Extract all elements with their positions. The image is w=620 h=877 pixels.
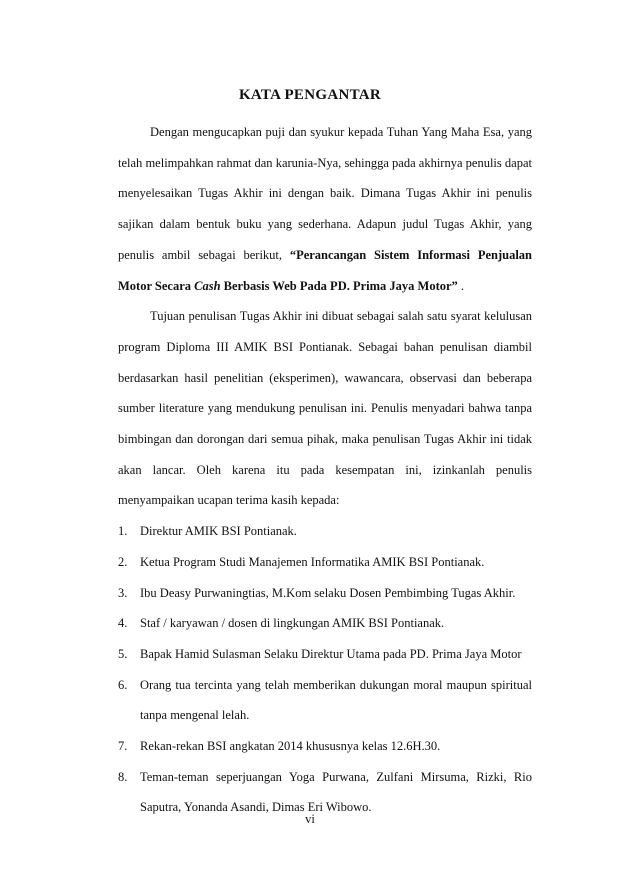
- list-item: [118, 639, 532, 670]
- thanks-list: [118, 516, 532, 823]
- list-text: Teman-teman seperjuangan Yoga Purwana, Zulfani Mirsuma, Rizki, Rio Saputra, Yonanda Asandi, Dimas Eri Wibowo.: [140, 769, 532, 815]
- document-body: [118, 117, 532, 823]
- list-text: Staf / karyawan / dosen di lingkungan AMIK BSI Pontianak.: [140, 616, 445, 631]
- list-text: Bapak Hamid Sulasman Selaku Direktur Utama pada PD. Prima Jaya Motor: [140, 646, 522, 661]
- list-number: 1.: [118, 524, 128, 539]
- list-item: [118, 547, 532, 578]
- list-number: 5.: [118, 646, 128, 661]
- page-title: KATA PENGANTAR: [238, 87, 382, 103]
- list-number: 2.: [118, 554, 128, 569]
- list-text: Rekan-rekan BSI angkatan 2014 khususnya kelas 12.6H.30.: [140, 739, 441, 754]
- list-number: 8.: [118, 769, 128, 784]
- list-item: [118, 670, 532, 731]
- thesis-title-part-b: Berbasis Web Pada PD. Prima Jaya Motor: [220, 278, 452, 293]
- list-text: Orang tua tercinta yang telah memberikan dukungan moral maupun spiritual tanpa mengenal lelah.: [140, 677, 532, 723]
- paragraph-intro-end: .: [457, 278, 465, 293]
- list-number: 6.: [118, 677, 128, 692]
- list-item: [118, 578, 532, 609]
- quote-close: ”: [451, 278, 458, 293]
- list-text: Ibu Deasy Purwaningtias, M.Kom selaku Dosen Pembimbing Tugas Akhir.: [140, 585, 516, 600]
- thesis-title-part-a: Perancangan Sistem Informasi Penjualan Motor Secara: [118, 247, 533, 293]
- paragraph-purpose: Tujuan penulisan Tugas Akhir ini dibuat sebagai salah satu syarat kelulusan program Diploma III AMIK BSI Pontianak. Sebagai bahan penulisan diambil berdasarkan hasil penelitian (eksperimen), wawancara, observasi dan beberapa sumber literature yang mendukung penulisan ini. Penulis menyadari bahwa tanpa bimbingan dan dorongan dari semua pihak, maka penulisan Tugas Akhir ini tidak akan lancar. Oleh karena itu pada kesempatan ini, izinkanlah penulis menyampaikan ucapan terima kasih kepada:: [118, 309, 532, 508]
- list-number: 7.: [118, 739, 128, 754]
- quote-open: “: [289, 247, 297, 262]
- list-number: 3.: [118, 585, 128, 600]
- paragraph-intro: [118, 117, 532, 301]
- list-item: [118, 731, 532, 762]
- list-text: Direktur AMIK BSI Pontianak.: [140, 524, 297, 539]
- thesis-title-italic: Cash: [194, 278, 221, 293]
- list-item: [118, 608, 532, 639]
- list-number: 4.: [118, 616, 128, 631]
- paragraph-intro-text: Dengan mengucapkan puji dan syukur kepada Tuhan Yang Maha Esa, yang telah melimpahkan rahmat dan karunia-Nya, sehingga pada akhirnya penulis dapat menyelesaikan Tugas Akhir ini dengan baik. Dimana Tugas Akhir ini penulis sajikan dalam bentuk buku yang sederhana. Adapun judul Tugas Akhir, yang penulis ambil sebagai berikut,: [118, 125, 532, 262]
- list-item: [118, 516, 532, 547]
- list-text: Ketua Program Studi Manajemen Informatika AMIK BSI Pontianak.: [140, 554, 485, 569]
- page-number: vi: [305, 812, 315, 826]
